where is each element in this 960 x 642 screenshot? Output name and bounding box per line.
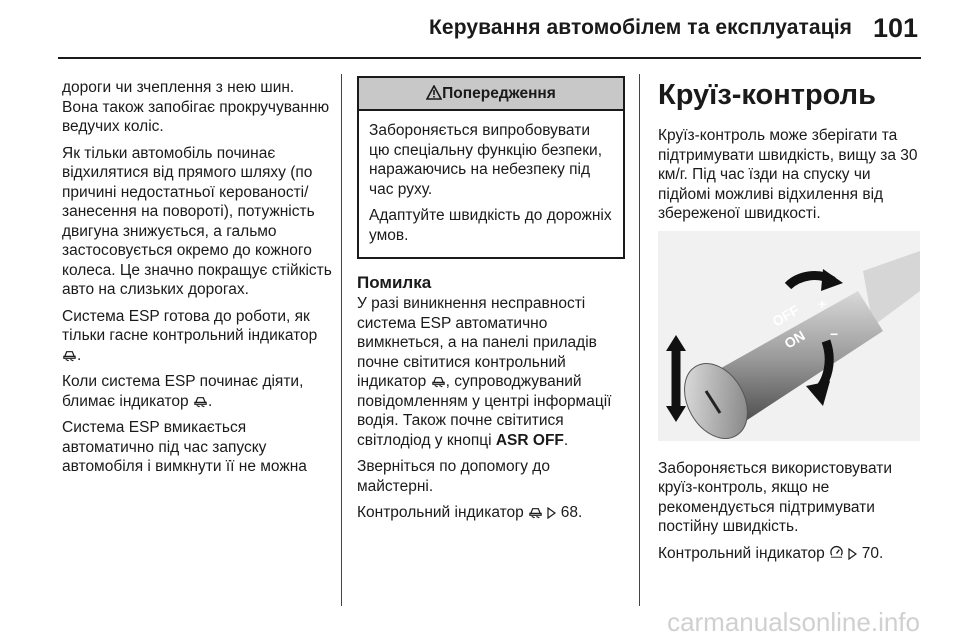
esp-skid-icon (528, 504, 543, 519)
paragraph-esp-action: Як тільки автомобіль починає відхилятися від прямого шляху (по причині недостатньої керованості/занесення на повороті), потужність двигуна знижується, а гальмо застосовується окремо до кожного колеса. Це значно покращує стійкість авто на слизьких дорогах. (62, 144, 332, 298)
column-divider-left (341, 74, 342, 606)
paragraph-error (357, 294, 625, 450)
cruise-control-icon (829, 545, 844, 560)
paragraph-esp-auto: Система ESP вмикається автоматично під час запуску автомобіля і вимкнути її не можна (62, 419, 307, 475)
esp-skid-icon (431, 373, 446, 388)
warning-text-2: Адаптуйте швидкість до дорожніх умов. (369, 207, 612, 244)
column-middle (357, 78, 625, 530)
lever-label-on: ON (781, 326, 808, 352)
warning-box (357, 76, 625, 259)
cruise-control-lever-illustration (658, 231, 920, 441)
indicator-ref-text: Контрольний індикатор (658, 544, 825, 562)
period: . (207, 392, 213, 410)
paragraph-error-text: У разі виникнення несправності система ESP автоматично вимкнеться, а на панелі приладів почне світитися контрольний індикатор (357, 295, 597, 390)
warning-body (359, 111, 623, 257)
page-reference[interactable]: 70. (861, 544, 884, 562)
paragraph-esp-blink-text: Коли система ESP починає діяти, блимає індикатор (62, 373, 304, 410)
paragraph-intro: дороги чи зчеплення з нею шин. Вона також запобігає прокручуванню ведучих коліс. (62, 79, 330, 135)
paragraph-esp-ready (62, 307, 332, 366)
indicator-ref-text: Контрольний індикатор (357, 504, 524, 521)
warning-text-1: Забороняється випробовувати цю спеціальну функцію безпеки, наражаючись на небезпеку під час руху. (369, 122, 603, 198)
paragraph-cruise-indicator (658, 544, 922, 564)
esp-skid-icon (62, 347, 77, 362)
section-heading-error: Помилка (357, 273, 432, 292)
page-reference[interactable]: 68. (560, 504, 583, 521)
paragraph-error-text-mid: , супроводжуваний повідомленням у центрі інформації водія. Також почне світитися світлодіод у кнопці (357, 373, 612, 449)
column-right (658, 78, 922, 570)
paragraph-esp-ready-text: Система ESP готова до роботи, як тільки гасне контрольний індикатор (62, 307, 318, 344)
page-reference-arrow-icon (848, 548, 857, 560)
period: . (563, 431, 569, 449)
watermark: carmanualsonline.info (667, 607, 920, 637)
column-left (62, 78, 332, 484)
lever-label-off: OFF (769, 301, 802, 330)
section-heading-cruise: Круїз-контроль (658, 79, 876, 111)
cruise-lever-photo (658, 231, 920, 441)
page-reference-arrow-icon (547, 507, 556, 519)
paragraph-cruise-warning: Забороняється використовувати круїз-контроль, якщо не рекомендується підтримувати постійну швидкість. (658, 459, 892, 535)
page-number: 101 (872, 13, 918, 43)
paragraph-workshop: Зверніться по допомогу до майстерні. (357, 458, 550, 495)
lever-label-minus: − (830, 325, 839, 342)
paragraph-indicator-ref (357, 503, 625, 523)
lever-label-plus: + (818, 295, 827, 312)
warning-title: Попередження (442, 85, 556, 102)
warning-triangle-icon (426, 85, 442, 100)
page-header-title: Керування автомобілем та експлуатація (429, 16, 852, 39)
paragraph-cruise-intro: Круїз-контроль може зберігати та підтримувати швидкість, вищу за 30 км/г. Під час їзди на спуску чи підйомі можливі відхилення від збереженої швидкості. (658, 127, 918, 222)
asr-off-button-label: ASR OFF (495, 431, 564, 449)
column-divider-right (639, 74, 640, 606)
period: . (77, 346, 82, 364)
esp-skid-icon (193, 393, 208, 408)
header-rule (58, 57, 921, 59)
warning-header (359, 78, 623, 111)
paragraph-esp-blink (62, 372, 332, 411)
